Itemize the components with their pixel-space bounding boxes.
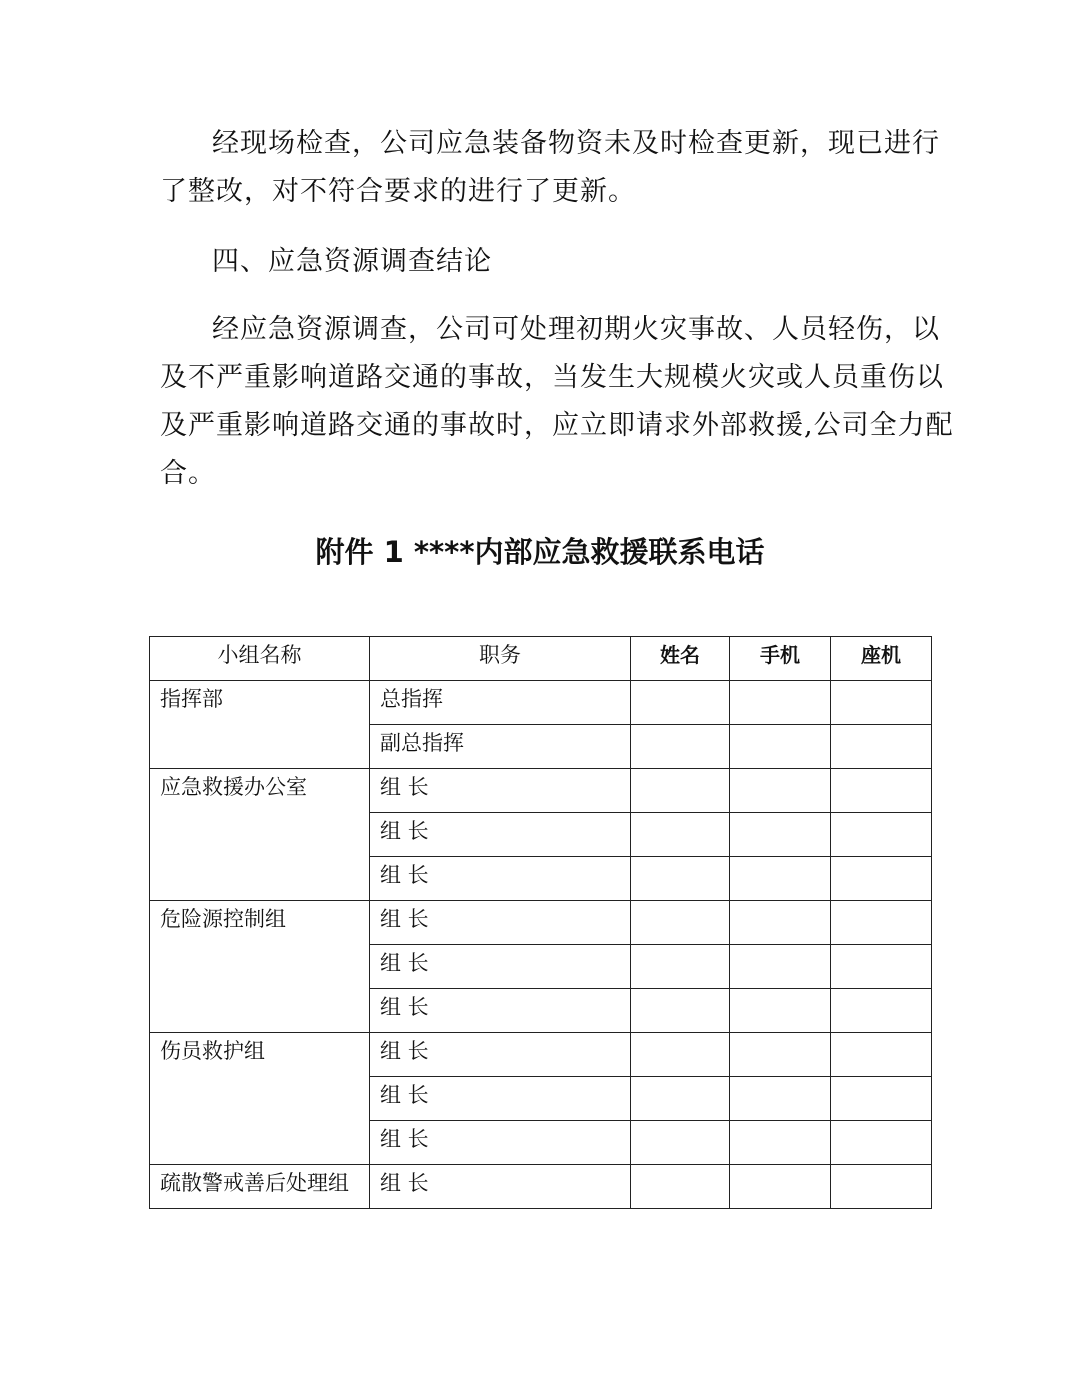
table-row [150, 1033, 932, 1077]
paragraph-line: 及严重影响道路交通的事故时，应立即请求外部救援,公司全力配 [160, 410, 954, 441]
mobile-cell[interactable] [730, 813, 831, 857]
mobile-cell[interactable] [730, 989, 831, 1033]
paragraph-line: 经应急资源调查，公司可处理初期火灾事故、人员轻伤，以 [212, 314, 940, 345]
landline-cell[interactable] [831, 725, 932, 769]
position-cell: 副总指挥 [370, 725, 631, 769]
name-cell[interactable] [631, 725, 730, 769]
group-name-cell: 疏散警戒善后处理组 [150, 1165, 370, 1209]
header-group-name: 小组名称 [150, 637, 370, 681]
mobile-cell[interactable] [730, 725, 831, 769]
paragraph-conclusion [160, 306, 954, 498]
name-cell[interactable] [631, 1165, 730, 1209]
mobile-cell[interactable] [730, 857, 831, 901]
position-cell: 组 长 [370, 901, 631, 945]
group-name-cell: 应急救援办公室 [150, 769, 370, 901]
group-name-cell: 危险源控制组 [150, 901, 370, 1033]
landline-cell[interactable] [831, 769, 932, 813]
table-row [150, 901, 932, 945]
table-row [150, 769, 932, 813]
header-mobile: 手机 [730, 637, 831, 681]
landline-cell[interactable] [831, 989, 932, 1033]
annex-title: 附件 1 ****内部应急救援联系电话 [315, 535, 765, 569]
name-cell[interactable] [631, 681, 730, 725]
landline-cell[interactable] [831, 1121, 932, 1165]
name-cell[interactable] [631, 813, 730, 857]
position-cell: 组 长 [370, 857, 631, 901]
mobile-cell[interactable] [730, 1121, 831, 1165]
name-cell[interactable] [631, 901, 730, 945]
group-name-cell: 伤员救护组 [150, 1033, 370, 1165]
table-row [150, 1165, 932, 1209]
group-name-cell: 指挥部 [150, 681, 370, 769]
mobile-cell[interactable] [730, 1077, 831, 1121]
paragraph-line: 经现场检查，公司应急装备物资未及时检查更新，现已进行 [212, 128, 940, 159]
landline-cell[interactable] [831, 1077, 932, 1121]
landline-cell[interactable] [831, 1033, 932, 1077]
paragraph-line: 及不严重影响道路交通的事故，当发生大规模火灾或人员重伤以 [160, 362, 944, 393]
landline-cell[interactable] [831, 945, 932, 989]
landline-cell[interactable] [831, 857, 932, 901]
landline-cell[interactable] [831, 813, 932, 857]
name-cell[interactable] [631, 945, 730, 989]
position-cell: 组 长 [370, 769, 631, 813]
position-cell: 组 长 [370, 989, 631, 1033]
contact-table [149, 636, 932, 1209]
paragraph-inspection [160, 120, 940, 216]
name-cell[interactable] [631, 1033, 730, 1077]
name-cell[interactable] [631, 1121, 730, 1165]
header-name: 姓名 [631, 637, 730, 681]
paragraph-line: 合。 [160, 458, 216, 489]
header-position: 职务 [370, 637, 631, 681]
table-row [150, 681, 932, 725]
mobile-cell[interactable] [730, 1165, 831, 1209]
landline-cell[interactable] [831, 1165, 932, 1209]
mobile-cell[interactable] [730, 901, 831, 945]
name-cell[interactable] [631, 989, 730, 1033]
table-header-row [150, 637, 932, 681]
position-cell: 组 长 [370, 1033, 631, 1077]
landline-cell[interactable] [831, 681, 932, 725]
position-cell: 组 长 [370, 1121, 631, 1165]
mobile-cell[interactable] [730, 769, 831, 813]
name-cell[interactable] [631, 1077, 730, 1121]
mobile-cell[interactable] [730, 945, 831, 989]
position-cell: 组 长 [370, 1077, 631, 1121]
paragraph-line: 了整改，对不符合要求的进行了更新。 [160, 176, 636, 207]
section-heading [160, 238, 920, 286]
landline-cell[interactable] [831, 901, 932, 945]
header-landline: 座机 [831, 637, 932, 681]
mobile-cell[interactable] [730, 1033, 831, 1077]
position-cell: 组 长 [370, 945, 631, 989]
name-cell[interactable] [631, 769, 730, 813]
position-cell: 总指挥 [370, 681, 631, 725]
position-cell: 组 长 [370, 813, 631, 857]
mobile-cell[interactable] [730, 681, 831, 725]
section-heading-text: 四、应急资源调查结论 [212, 246, 492, 277]
position-cell: 组 长 [370, 1165, 631, 1209]
name-cell[interactable] [631, 857, 730, 901]
